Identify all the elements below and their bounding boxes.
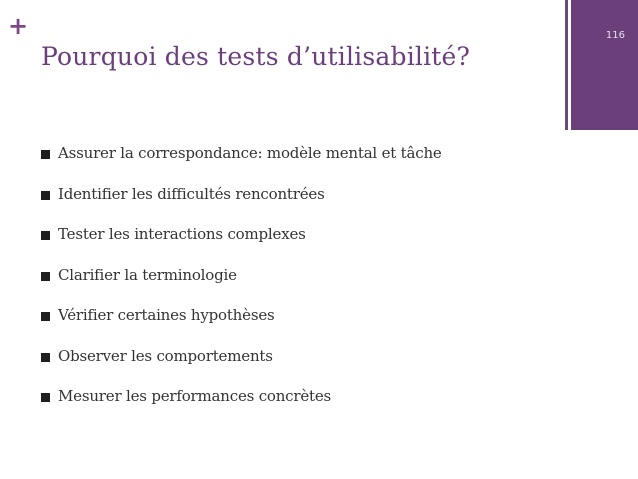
square-bullet-icon [41,231,50,240]
list-item [41,265,442,306]
bullet-text: Clarifier la terminologie [58,265,237,284]
square-bullet-icon [41,150,50,159]
plus-icon: + [7,12,29,40]
square-bullet-icon [41,393,50,402]
list-item [41,346,442,387]
bullet-text: Tester les interactions complexes [58,225,306,243]
list-item [41,386,442,427]
bullet-text: Assurer la correspondance: modèle mental et tâche [58,144,442,162]
square-bullet-icon [41,272,50,281]
side-accent-line [565,0,568,130]
slide-title: Pourquoi des tests d’utilisabilité? [41,42,471,71]
list-item [41,143,442,184]
bullet-list [41,143,442,427]
square-bullet-icon [41,191,50,200]
side-accent-bar [571,0,638,130]
bullet-text: Vérifier certaines hypothèses [58,306,275,324]
bullet-text: Mesurer les performances concrètes [58,387,332,405]
square-bullet-icon [41,312,50,321]
square-bullet-icon [41,353,50,362]
list-item [41,224,442,265]
page-number: 116 [605,30,625,41]
bullet-text: Observer les comportements [58,346,273,365]
bullet-text: Identifier les difficultés rencontrées [58,184,325,203]
list-item [41,184,442,225]
list-item [41,305,442,346]
